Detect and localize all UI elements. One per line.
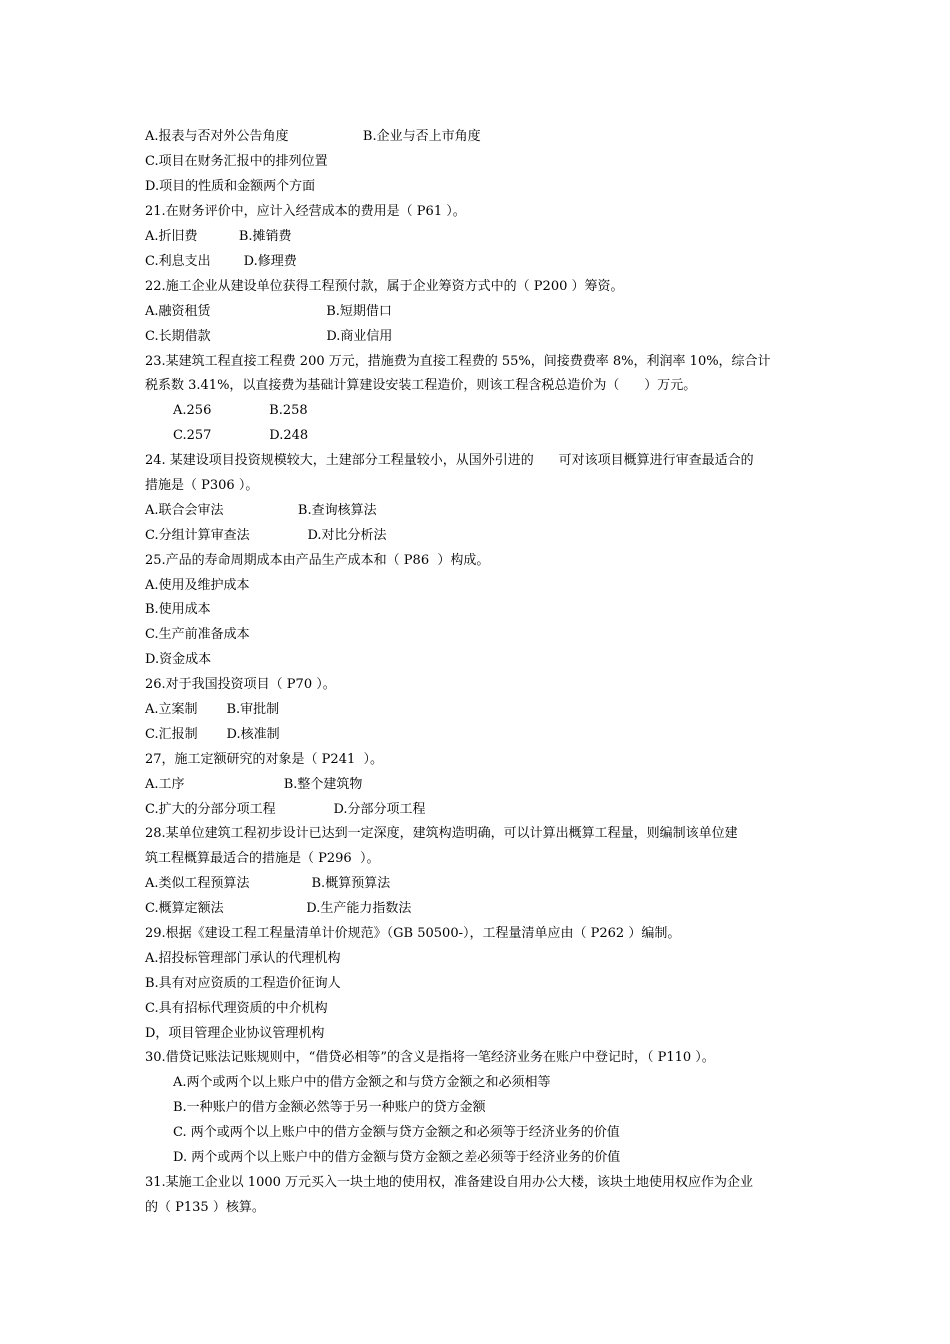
option-line: A.折旧费 B.摊销费 <box>145 229 292 244</box>
question-line: 26.对于我国投资项目（ P70 ）。 <box>145 677 336 692</box>
option-line: A.使用及维护成本 <box>145 578 250 593</box>
question-line: 24. 某建设项目投资规模较大，土建部分工程量较小，从国外引进的 可对该项目概算进行审查最适合的 <box>145 453 754 468</box>
question-line: 22.施工企业从建设单位获得工程预付款，属于企业筹资方式中的（ P200 ）筹资。 <box>145 279 624 294</box>
question-line: 25.产品的寿命周期成本由产品生产成本和（ P86 ）构成。 <box>145 553 490 568</box>
question-line: 的（ P135 ）核算。 <box>145 1200 265 1215</box>
option-line: C.分组计算审查法 D.对比分析法 <box>145 528 387 543</box>
option-line: A.立案制 B.审批制 <box>145 702 280 717</box>
question-line: 30.借贷记账法记账规则中，“借贷必相等”的含义是指将一笔经济业务在账户中登记时，（ P110 ）。 <box>145 1050 715 1065</box>
option-line: A.两个或两个以上账户中的借方金额之和与贷方金额之和必须相等 <box>173 1075 551 1090</box>
option-line: B.使用成本 <box>145 602 211 617</box>
question-line: 27，施工定额研究的对象是（ P241 ）。 <box>145 752 383 767</box>
option-line: B.具有对应资质的工程造价征询人 <box>145 976 341 991</box>
option-line: C.项目在财务汇报中的排列位置 <box>145 154 328 169</box>
option-line: A.256 B.258 <box>173 403 308 418</box>
question-line: 21.在财务评价中，应计入经营成本的费用是（ P61 ）。 <box>145 204 466 219</box>
option-line: D，项目管理企业协议管理机构 <box>145 1026 325 1041</box>
option-line: A.类似工程预算法 B.概算预算法 <box>145 876 391 891</box>
option-line: D. 两个或两个以上账户中的借方金额与贷方金额之差必须等于经济业务的价值 <box>173 1150 621 1165</box>
option-line: A.工序 B.整个建筑物 <box>145 777 363 792</box>
option-line: C.257 D.248 <box>173 428 309 443</box>
option-line: C.具有招标代理资质的中介机构 <box>145 1001 328 1016</box>
question-line: 筑工程概算最适合的措施是（ P296 ）。 <box>145 851 380 866</box>
question-line: 28.某单位建筑工程初步设计已达到一定深度，建筑构造明确，可以计算出概算工程量，则编制该单位建 <box>145 826 738 841</box>
option-line: A.融资租赁 B.短期借口 <box>145 304 392 319</box>
option-line: C.利息支出 D.修理费 <box>145 254 297 269</box>
option-line: C.汇报制 D.核准制 <box>145 727 280 742</box>
option-line: C. 两个或两个以上账户中的借方金额与贷方金额之和必须等于经济业务的价值 <box>173 1125 620 1140</box>
option-line: A.报表与否对外公告角度 B.企业与否上市角度 <box>145 129 481 144</box>
option-line: C.长期借款 D.商业信用 <box>145 329 393 344</box>
option-line: A.招投标管理部门承认的代理机构 <box>145 951 341 966</box>
option-line: D.项目的性质和金额两个方面 <box>145 179 316 194</box>
option-line: C.概算定额法 D.生产能力指数法 <box>145 901 412 916</box>
option-line: B.一种账户的借方金额必然等于另一种账户的贷方金额 <box>173 1100 486 1115</box>
question-line: 29.根据《建设工程工程量清单计价规范》（GB 50500-），工程量清单应由（ P262 ）编制。 <box>145 926 681 941</box>
option-line: C.扩大的分部分项工程 D.分部分项工程 <box>145 802 426 817</box>
question-line: 23.某建筑工程直接工程费 200 万元，措施费为直接工程费的 55%，间接费费率 8%，利润率 10%，综合计 <box>145 354 771 369</box>
option-line: D.资金成本 <box>145 652 212 667</box>
question-line: 措施是（ P306 ）。 <box>145 478 259 493</box>
option-line: C.生产前准备成本 <box>145 627 250 642</box>
question-line: 31.某施工企业以 1000 万元买入一块土地的使用权，准备建设自用办公大楼，该块土地使用权应作为企业 <box>145 1175 754 1190</box>
option-line: A.联合会审法 B.查询核算法 <box>145 503 377 518</box>
question-line: 税系数 3.41%，以直接费为基础计算建设安装工程造价，则该工程含税总造价为（ ）万元。 <box>145 378 697 393</box>
